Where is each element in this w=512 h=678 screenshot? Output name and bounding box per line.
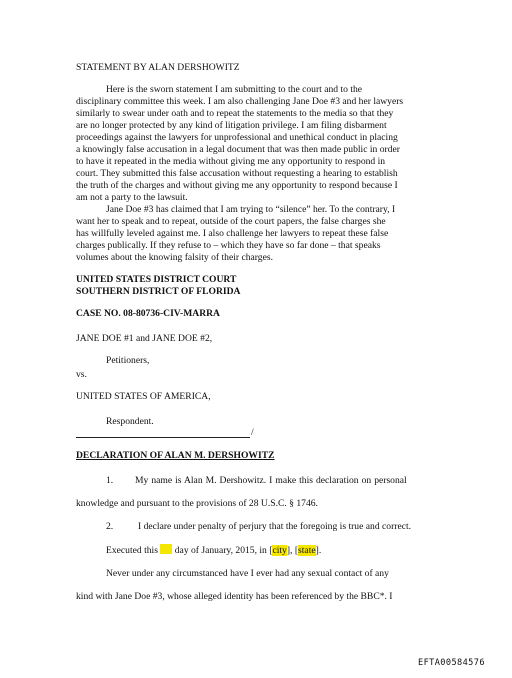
statement-para1-line: Here is the sworn statement I am submitting to the court and to the bbox=[106, 84, 363, 95]
execution-line bbox=[106, 544, 321, 557]
statement-para1-line: court. They submitted this false accusation without requesting a hearing to establish bbox=[76, 168, 398, 179]
versus-label: vs. bbox=[76, 369, 87, 380]
item1-line2: knowledge and pursuant to the provisions of 28 U.S.C. § 1746. bbox=[76, 498, 318, 509]
item2-text: I declare under penalty of perjury that the foregoing is true and correct. bbox=[138, 521, 412, 532]
statement-para2-line: charges publically. If they refuse to – which they have so far done – that speaks bbox=[76, 240, 381, 251]
respondent-label: Respondent. bbox=[106, 416, 154, 427]
statement-para2-line: has willfully leveled against me. I also challenge her lawyers to repeat these false bbox=[76, 228, 389, 239]
execution-middle: day of January, 2015, in [ bbox=[172, 545, 273, 556]
statement-title: STATEMENT BY ALAN DERSHOWITZ bbox=[76, 62, 240, 73]
statement-para2-line: want her to speak and to repeat, outside of the court papers, the false charges she bbox=[76, 216, 386, 227]
court-name: UNITED STATES DISTRICT COURT bbox=[76, 274, 237, 285]
petitioners-label: Petitioners, bbox=[106, 355, 150, 366]
execution-prefix: Executed this bbox=[106, 545, 161, 556]
execution-comma: ], [ bbox=[286, 545, 299, 556]
day-blank-highlight bbox=[160, 544, 172, 554]
item1-line1: My name is Alan M. Dershowitz. I make this declaration on personal bbox=[135, 475, 407, 486]
closing-line2: kind with Jane Doe #3, whose alleged identity has been referenced by the BBC*. I bbox=[76, 591, 393, 602]
caption-rule bbox=[76, 437, 250, 438]
closing-line1: Never under any circumstanced have I ever had any sexual contact of any bbox=[106, 568, 389, 579]
execution-end: ]. bbox=[315, 545, 322, 556]
statement-para1-line: a knowingly false accusation in a legal document that was then made public in order bbox=[76, 144, 400, 155]
item-number: 1. bbox=[106, 475, 114, 486]
declaration-heading: DECLARATION OF ALAN M. DERSHOWITZ bbox=[76, 450, 275, 461]
respondent-name: UNITED STATES OF AMERICA, bbox=[76, 391, 211, 402]
bates-number: EFTA00584576 bbox=[418, 658, 485, 668]
statement-para1-line: am not a party to the lawsuit. bbox=[76, 192, 188, 203]
statement-para1-line: proceedings against the lawyers for unprofessional and unethical conduct in placing bbox=[76, 132, 398, 143]
case-number: CASE NO. 08-80736-CIV-MARRA bbox=[76, 308, 220, 319]
city-placeholder: city bbox=[272, 545, 287, 556]
caption-slash: / bbox=[251, 427, 254, 438]
statement-para2-line: Jane Doe #3 has claimed that I am trying to “silence” her. To the contrary, I bbox=[106, 204, 396, 215]
court-district: SOUTHERN DISTRICT OF FLORIDA bbox=[76, 286, 241, 297]
statement-para1-line: similarly to swear under oath and to repeat the statements to the media so that they bbox=[76, 108, 394, 119]
petitioner-names: JANE DOE #1 and JANE DOE #2, bbox=[76, 333, 213, 344]
statement-para1-line: are no longer protected by any kind of litigation privilege. I am filing disbarment bbox=[76, 120, 387, 131]
state-placeholder: state bbox=[298, 545, 316, 556]
statement-para1-line: the truth of the charges and without giving me any opportunity to respond because I bbox=[76, 180, 398, 191]
statement-para1-line: to have it repeated in the media without giving me any opportunity to respond in bbox=[76, 156, 386, 167]
statement-para1-line: disciplinary committee this week. I am also challenging Jane Doe #3 and her lawyers bbox=[76, 96, 404, 107]
statement-para2-line: volumes about the knowing falsity of their charges. bbox=[76, 252, 273, 263]
item-number: 2. bbox=[106, 521, 114, 532]
